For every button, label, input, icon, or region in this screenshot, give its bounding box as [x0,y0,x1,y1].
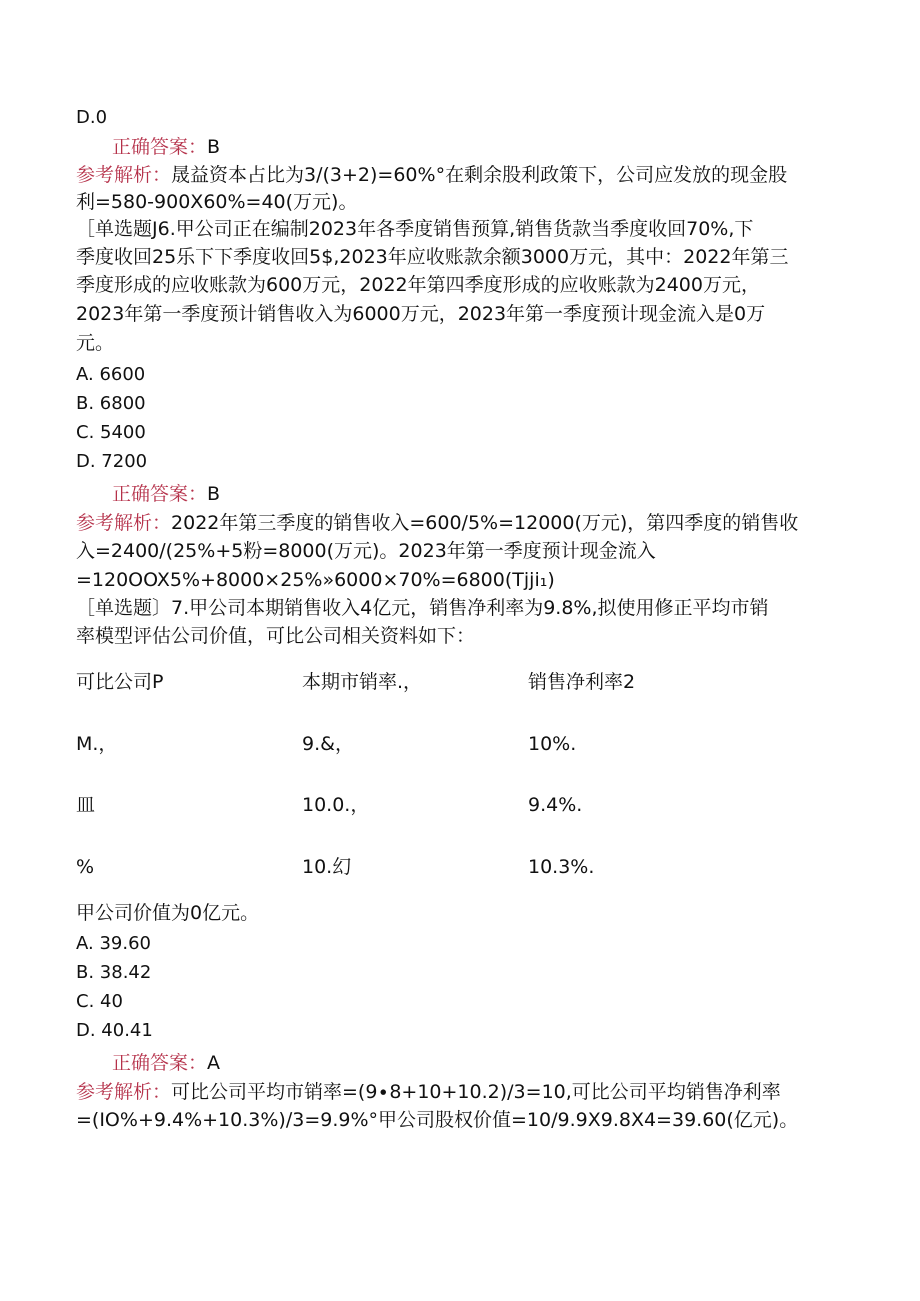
question-stem: ［单选题〕7.甲公司本期销售收入4亿元，销售净利率为9.8%,拟使用修正平均市销 [76,597,769,619]
answer-label: 正确答案： [112,483,208,505]
option-b: B. 38.42 [76,962,152,983]
table-cell: 9.4%. [528,794,583,816]
answer-line [112,1049,220,1077]
option-a: A. 39.60 [76,933,151,954]
answer-value: B [207,483,221,505]
table-cell: 9.&， [302,733,354,755]
table-cell: 10%. [528,733,577,755]
answer-label: 正确答案： [112,1052,208,1074]
question-stem: 2023年第一季度预计销售收入为6000万元，2023年第一季度预计现金流入是0万 [76,303,766,325]
table-cell: 10.0.， [302,794,370,816]
table-cell: 10.3%. [528,856,595,878]
table-header: 销售净利率2 [528,671,636,693]
analysis-label: 参考解析： [76,512,172,534]
analysis-text: =(IO%+9.4%+10.3%)∕3=9.9%°甲公司股权价值=10/9.9X9.8X4=39.60(亿元)。 [76,1109,799,1131]
analysis-label: 参考解析： [76,1081,172,1103]
analysis-label: 参考解析： [76,164,172,186]
table-cell: 10.幻 [302,856,352,878]
option-d: D. 7200 [76,451,148,472]
question-stem: 元。 [76,332,115,354]
option-b: B. 6800 [76,393,146,414]
analysis-text: 入=2400∕(25%+5粉=8000(万元)。2023年第一季度预计现金流入 [76,540,656,562]
table-header: 本期市销率.， [302,671,423,693]
analysis-text: 利=580-900X60%=40(万元)。 [76,191,358,213]
question-stem: 率模型评估公司价值，可比公司相关资料如下： [76,625,476,647]
question-stem: ［单选题J6.甲公司正在编制2023年各季度销售预算,销售货款当季度收回70%,下 [76,218,754,240]
option-d: D. 40.41 [76,1020,153,1041]
question-tail: 甲公司价值为0亿元。 [76,902,260,924]
option-c: C. 5400 [76,422,146,443]
table-cell: M.， [76,733,118,755]
answer-label: 正确答案： [112,136,208,158]
analysis-text: 晟益资本占比为3∕(3+2)=60%°在剩余股利政策下，公司应发放的现金股 [171,164,788,186]
answer-value: B [207,136,221,158]
option-d: D.0 [76,107,108,128]
table-cell: 皿 [76,794,96,816]
table-header: 可比公司P [76,671,164,693]
question-stem: 季度形成的应收账款为600万元，2022年第四季度形成的应收账款为2400万元， [76,274,760,296]
answer-value: A [207,1052,221,1074]
analysis-text: 2022年第三季度的销售收入=600∕5%=12000(万元)，第四季度的销售收 [171,512,799,534]
answer-line [112,133,220,161]
option-a: A. 6600 [76,364,146,385]
analysis-line [76,509,798,537]
analysis-text: =120OOX5%+8000×25%»6000×70%=6800(Tjji₁) [76,569,555,591]
analysis-text: 可比公司平均市销率=(9∙8+10+10.2)/3=10,可比公司平均销售净利率 [171,1081,781,1103]
answer-line [112,480,220,508]
analysis-line [76,1078,781,1106]
table-cell: % [76,856,95,878]
analysis-line [76,161,787,189]
question-stem: 季度收回25乐下下季度收回5$,2023年应收账款余额3000万元，其中：2022年第三 [76,246,789,268]
option-c: C. 40 [76,991,123,1012]
